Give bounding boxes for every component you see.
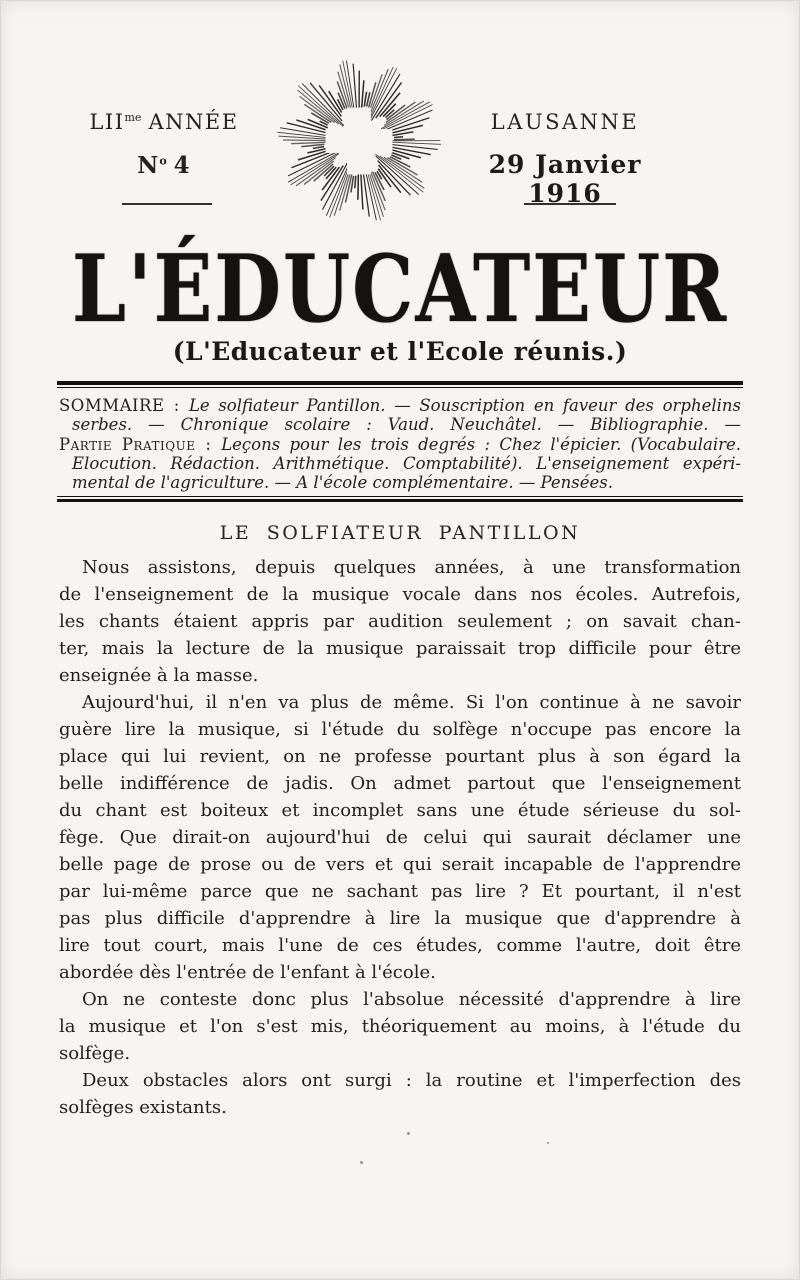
text-line: abordée dès l'entrée de l'enfant à l'école.: [59, 962, 436, 984]
paragraph-3: [59, 986, 741, 1067]
sommaire-segment: Elocution. Rédaction. Arithmétique. Comptabilité). L'enseignement expéri-: [72, 453, 741, 473]
text-line: du chant est boiteux et incomplet sans une étude sérieuse du sol-: [59, 800, 741, 822]
text-line: les chants étaient appris par audition seulement ; on savait chan-: [59, 611, 741, 633]
sommaire-segment: serbes. — Chronique scolaire : Vaud. Neuchâtel. — Bibliographie. —: [72, 415, 741, 435]
text-line: Nous assistons, depuis quelques années, à une transformation: [82, 557, 741, 579]
sommaire-line: [59, 454, 741, 473]
scan-speck: [407, 1132, 410, 1135]
year-word: ANNÉE: [148, 110, 239, 134]
divider-right: [524, 203, 616, 205]
text-line: par lui-même parce que ne sachant pas lire ? Et pourtant, il n'est: [59, 881, 741, 903]
sommaire-line: [59, 435, 741, 454]
masthead-title: L'ÉDUCATEUR: [71, 236, 729, 344]
paragraph-1: [59, 554, 741, 689]
sommaire-line: [59, 396, 741, 415]
sommaire-block: [59, 396, 741, 492]
issue-info-right: [450, 110, 680, 208]
issue-number: [84, 152, 244, 179]
text-line: ter, mais la lecture de la musique paraissait trop difficile pour être: [59, 638, 741, 660]
year-line: [84, 110, 244, 134]
sommaire-segment: Leçons pour les trois degrés : Chez l'épicier. (Vocabulaire.: [221, 434, 741, 454]
text-line: de l'enseignement de la musique vocale dans nos écoles. Autrefois,: [59, 584, 741, 606]
scan-speck: [547, 1142, 549, 1144]
text-line: guère lire la musique, si l'étude du solfège n'occupe pas encore la: [59, 719, 741, 741]
sommaire-segment: SOMMAIRE :: [59, 396, 189, 415]
text-line: la musique et l'on s'est mis, théoriquement au moins, à l'étude du: [59, 1016, 741, 1038]
city-label: LAUSANNE: [490, 110, 640, 134]
text-line: belle page de prose ou de vers et qui serait incapable de l'apprendre: [59, 854, 741, 876]
article-title: LE SOLFIATEUR PANTILLON: [219, 522, 581, 545]
text-line: lire tout court, mais l'une de ces études, comme l'autre, doit être: [59, 935, 741, 957]
text-line: solfèges existants.: [59, 1097, 227, 1119]
issue-n: N: [137, 152, 160, 179]
divider-left: [122, 203, 212, 205]
text-line: belle indifférence de jadis. On admet partout que l'enseignement: [59, 773, 741, 795]
rule-above-sommaire: [57, 381, 743, 388]
year-ordinal: me: [124, 111, 142, 124]
issue-ordinal: o: [159, 154, 167, 168]
sommaire-segment: mental de l'agriculture. — A l'école complémentaire. — Pensées.: [72, 473, 614, 493]
sommaire-segment: Le solfiateur Pantillon. — Souscription en faveur des orphelins: [188, 396, 741, 415]
rule-below-sommaire: [57, 496, 743, 502]
text-line: Deux obstacles alors ont surgi : la routine et l'imperfection des: [82, 1070, 741, 1092]
year-main: LII: [89, 110, 125, 134]
text-line: Aujourd'hui, il n'en va plus de même. Si l'on continue à ne savoir: [82, 692, 741, 714]
scan-speck: [360, 1161, 363, 1164]
text-line: pas plus difficile d'apprendre à lire la musique que d'apprendre à: [59, 908, 741, 930]
swiss-cross-sunburst-icon: [273, 55, 445, 227]
sommaire-segment: Partie Pratique :: [59, 434, 222, 454]
text-line: enseignée à la masse.: [59, 665, 259, 687]
masthead-subtitle: (L'Educateur et l'Ecole réunis.): [172, 337, 628, 366]
paragraph-4: [59, 1067, 741, 1121]
text-line: On ne conteste donc plus l'absolue nécessité d'apprendre à lire: [82, 989, 741, 1011]
issue-info-left: [84, 110, 244, 179]
text-line: fège. Que dirait-on aujourd'hui de celui qui saurait déclamer une: [59, 827, 741, 849]
text-line: solfège.: [59, 1043, 131, 1065]
sommaire-line: [59, 415, 741, 434]
text-line: place qui lui revient, on ne professe pourtant plus à son égard la: [59, 746, 741, 768]
sommaire-line: [59, 473, 741, 492]
issue-value: 4: [173, 152, 191, 179]
issue-date: 29 Janvier 1916: [488, 150, 642, 208]
paragraph-2: [59, 689, 741, 986]
